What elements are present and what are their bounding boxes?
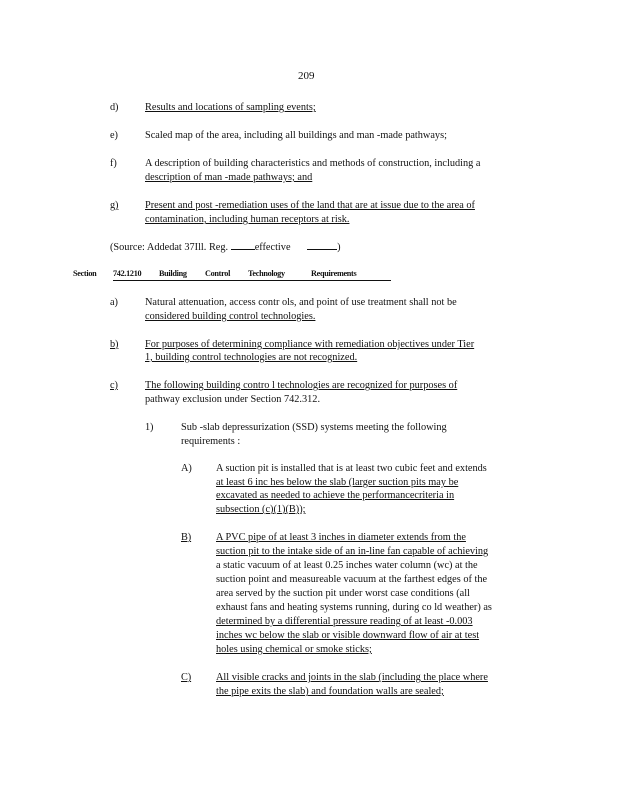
item-d-line-1: Results and locations of sampling events; [145,102,316,113]
subitem-B-line-8: inches wc below the slab or visible downward flow of air at test [216,630,480,641]
item-b-line-2: 1, building control technologies are not recognized. [145,352,358,363]
subitem-C-line-1: All visible cracks and joints in the slab (including the place where [216,672,488,683]
item-marker-d: d) [110,102,119,113]
source-note-prefix: (Source: Addedat 37Ill. Reg. [110,242,229,253]
subitem-marker-A: A) [181,463,192,474]
subitem-1-line-1: Sub -slab depressurization (SSD) systems meeting the following [181,422,447,433]
section-heading-title-1: Building [159,269,187,278]
item-marker-a: a) [110,297,118,308]
subitem-B-line-3: a static vacuum of at least 0.25 inches water column (wc) at the [216,560,478,571]
subitem-B-line-4: suction point and measureable vacuum at the farthest edges of the [216,574,488,585]
item-marker-e: e) [110,130,118,141]
subitem-B-line-2: suction pit to the intake side of an in-line fan capable of achieving [216,546,489,557]
subitem-marker-1: 1) [145,422,154,433]
item-a-line-1: Natural attenuation, access contr ols, and point of use treatment shall not be [145,297,457,308]
item-c-line-1: The following building contro l technologies are recognized for purposes of [145,380,458,391]
section-heading-label: Section [73,269,97,278]
item-marker-g: g) [110,200,119,211]
item-marker-b: b) [110,339,119,350]
source-note-suffix: ) [337,242,341,253]
subitem-marker-B: B) [181,532,192,543]
source-note [110,239,341,255]
item-c-line-2: pathway exclusion under Section 742.312. [145,394,321,405]
subitem-A-line-1: A suction pit is installed that is at least two cubic feet and extends [216,463,487,474]
section-heading-number: 742.1210 [113,269,142,278]
subitem-marker-C: C) [181,672,192,683]
source-note-blank-2 [307,239,337,250]
subitem-B-line-5: area served by the suction pit under worst case conditions (all [216,588,470,599]
item-marker-c: c) [110,380,118,391]
subitem-1-line-2: requirements : [181,436,241,447]
item-f-line-2: description of man -made pathways; and [145,172,313,183]
subitem-B-line-7: determined by a differential pressure reading of at least -0.003 [216,616,473,627]
source-note-blank-1 [231,239,255,250]
source-note-middle: effective [254,242,291,253]
section-heading-title-2: Control [205,269,231,278]
item-marker-f: f) [110,158,117,169]
subitem-A-line-2: at least 6 inc hes below the slab (larger suction pits may be [216,477,459,488]
item-b-line-1: For purposes of determining compliance with remediation objectives under Tier [145,339,475,350]
section-heading-title-3: Technology [248,269,285,278]
page-number: 209 [298,70,315,82]
item-a-line-2: considered building control technologies. [145,311,316,322]
section-heading-title-4: Requirements [311,269,357,278]
section-heading-underline [113,280,391,281]
item-g-line-2: contamination, including human receptors at risk. [145,214,350,225]
item-g-line-1: Present and post -remediation uses of the land that are at issue due to the area of [145,200,475,211]
subitem-B-line-1: A PVC pipe of at least 3 inches in diameter extends from the [216,532,466,543]
subitem-B-line-6: exhaust fans and heating systems running, during co ld weather) as [216,602,492,613]
item-f-line-1: A description of building characteristics and methods of construction, including a [145,158,481,169]
subitem-C-line-2: the pipe exits the slab) and foundation walls are sealed; [216,686,444,697]
subitem-A-line-4: subsection (c)(1)(B)); [216,504,306,515]
subitem-B-line-9: holes using chemical or smoke sticks; [216,644,372,655]
item-e-line-1: Scaled map of the area, including all buildings and man -made pathways; [145,130,447,141]
subitem-A-line-3: excavated as needed to achieve the performancecriteria in [216,490,455,501]
